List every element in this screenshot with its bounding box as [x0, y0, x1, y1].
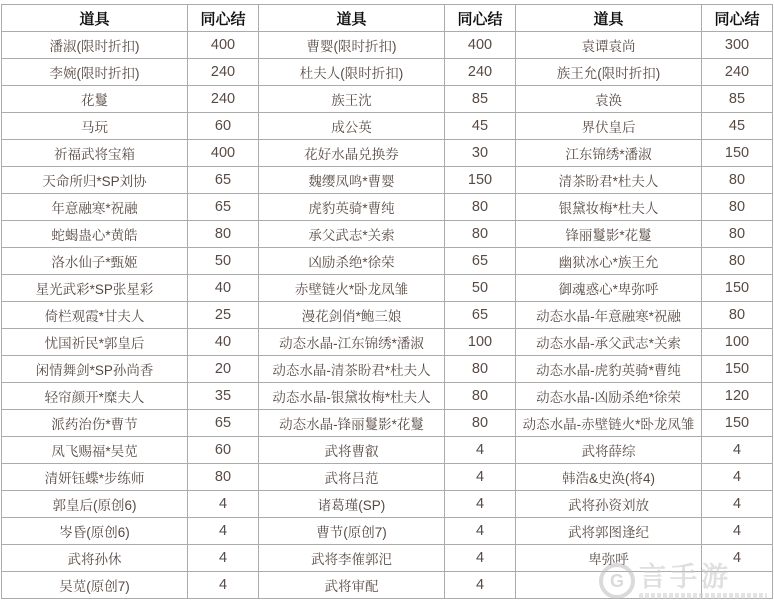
item-cell: 星光武彩*SP张星彩 — [2, 275, 188, 302]
table-row — [2, 32, 773, 59]
value-cell: 150 — [702, 410, 773, 437]
value-cell: 150 — [702, 275, 773, 302]
item-cell: 成公英 — [259, 113, 445, 140]
table-row — [2, 329, 773, 356]
value-cell: 240 — [188, 86, 259, 113]
value-cell: 45 — [702, 113, 773, 140]
value-cell: 80 — [702, 194, 773, 221]
value-cell: 35 — [188, 383, 259, 410]
item-cell: 轻帘颜开*糜夫人 — [2, 383, 188, 410]
value-cell: 40 — [188, 329, 259, 356]
value-cell: 4 — [188, 572, 259, 599]
item-cell: 武将李傕郭汜 — [259, 545, 445, 572]
item-cell: 动态水晶-年意融寒*祝融 — [516, 302, 702, 329]
value-cell: 300 — [702, 32, 773, 59]
item-cell — [516, 572, 702, 599]
table-row — [2, 545, 773, 572]
item-cell: 武将郭图逢纪 — [516, 518, 702, 545]
item-cell: 吴苋(原创7) — [2, 572, 188, 599]
item-cell: 武将吕范 — [259, 464, 445, 491]
value-cell: 4 — [445, 491, 516, 518]
item-cell: 武将孙资刘放 — [516, 491, 702, 518]
table-row — [2, 167, 773, 194]
item-cell: 杜夫人(限时折扣) — [259, 59, 445, 86]
value-cell: 4 — [188, 518, 259, 545]
value-cell: 45 — [445, 113, 516, 140]
table-row — [2, 302, 773, 329]
item-cell: 动态水晶-赤壁链火*卧龙凤雏 — [516, 410, 702, 437]
value-cell: 4 — [702, 464, 773, 491]
value-cell: 100 — [445, 329, 516, 356]
item-cell: 锋丽鬘影*花鬘 — [516, 221, 702, 248]
item-cell: 曹婴(限时折扣) — [259, 32, 445, 59]
item-cell: 虎豹英骑*曹纯 — [259, 194, 445, 221]
value-cell: 4 — [702, 545, 773, 572]
header-item-col-2: 道具 — [259, 5, 445, 32]
value-cell: 60 — [188, 437, 259, 464]
table-row — [2, 113, 773, 140]
value-cell: 150 — [445, 167, 516, 194]
value-cell: 80 — [445, 383, 516, 410]
table-row — [2, 572, 773, 599]
header-item-col-1: 道具 — [2, 5, 188, 32]
item-cell: 闲情舞剑*SP孙尚香 — [2, 356, 188, 383]
item-price-table-page — [1, 4, 773, 599]
value-cell: 80 — [702, 248, 773, 275]
value-cell: 25 — [188, 302, 259, 329]
item-cell: 派药治伤*曹节 — [2, 410, 188, 437]
value-cell: 80 — [445, 221, 516, 248]
value-cell: 4 — [445, 437, 516, 464]
value-cell: 150 — [702, 356, 773, 383]
item-cell: 马玩 — [2, 113, 188, 140]
item-cell: 族王允(限时折扣) — [516, 59, 702, 86]
table-row — [2, 248, 773, 275]
value-cell: 240 — [702, 59, 773, 86]
item-cell: 忧国祈民*郭皇后 — [2, 329, 188, 356]
value-cell: 80 — [702, 167, 773, 194]
table-row — [2, 383, 773, 410]
value-cell: 65 — [445, 302, 516, 329]
table-row — [2, 59, 773, 86]
item-cell: 洛水仙子*甄姬 — [2, 248, 188, 275]
table-row — [2, 437, 773, 464]
value-cell: 60 — [188, 113, 259, 140]
item-cell: 动态水晶-承父武志*关索 — [516, 329, 702, 356]
item-cell: 武将孙休 — [2, 545, 188, 572]
item-cell: 清茶盼君*杜夫人 — [516, 167, 702, 194]
value-cell: 400 — [188, 32, 259, 59]
value-cell — [702, 572, 773, 599]
item-cell: 年意融寒*祝融 — [2, 194, 188, 221]
item-cell: 漫花剑俏*鲍三娘 — [259, 302, 445, 329]
value-cell: 4 — [445, 464, 516, 491]
value-cell: 400 — [188, 140, 259, 167]
item-cell: 凶励杀绝*徐荣 — [259, 248, 445, 275]
item-cell: 银黛妆梅*杜夫人 — [516, 194, 702, 221]
table-row — [2, 410, 773, 437]
table-row — [2, 275, 773, 302]
table-body — [2, 32, 773, 599]
header-value-col-2: 同心结 — [445, 5, 516, 32]
value-cell: 100 — [702, 329, 773, 356]
value-cell: 4 — [702, 518, 773, 545]
item-cell: 武将审配 — [259, 572, 445, 599]
table-row — [2, 86, 773, 113]
value-cell: 4 — [188, 545, 259, 572]
item-cell: 天命所归*SP刘协 — [2, 167, 188, 194]
value-cell: 80 — [188, 221, 259, 248]
value-cell: 80 — [702, 302, 773, 329]
item-cell: 幽狱冰心*族王允 — [516, 248, 702, 275]
value-cell: 150 — [702, 140, 773, 167]
item-cell: 界伏皇后 — [516, 113, 702, 140]
value-cell: 4 — [445, 545, 516, 572]
value-cell: 400 — [445, 32, 516, 59]
item-cell: 袁涣 — [516, 86, 702, 113]
watermark-text: 言手游 — [639, 561, 732, 592]
item-cell: 动态水晶-锋丽鬘影*花鬘 — [259, 410, 445, 437]
item-cell: 动态水晶-凶励杀绝*徐荣 — [516, 383, 702, 410]
value-cell: 80 — [445, 356, 516, 383]
value-cell: 4 — [702, 491, 773, 518]
item-cell: 武将曹叡 — [259, 437, 445, 464]
item-cell: 岑昏(原创6) — [2, 518, 188, 545]
value-cell: 4 — [702, 437, 773, 464]
value-cell: 4 — [445, 572, 516, 599]
value-cell: 30 — [445, 140, 516, 167]
item-cell: 动态水晶-虎豹英骑*曹纯 — [516, 356, 702, 383]
item-cell: 袁谭袁尚 — [516, 32, 702, 59]
table-row — [2, 491, 773, 518]
value-cell: 4 — [188, 491, 259, 518]
item-cell: 潘淑(限时折扣) — [2, 32, 188, 59]
value-cell: 120 — [702, 383, 773, 410]
value-cell: 65 — [188, 410, 259, 437]
header-value-col-1: 同心结 — [188, 5, 259, 32]
value-cell: 85 — [702, 86, 773, 113]
value-cell: 85 — [445, 86, 516, 113]
value-cell: 20 — [188, 356, 259, 383]
table-row — [2, 356, 773, 383]
item-cell: 族王沈 — [259, 86, 445, 113]
value-cell: 65 — [188, 194, 259, 221]
item-cell: 动态水晶-银黛妆梅*杜夫人 — [259, 383, 445, 410]
item-cell: 诸葛瑾(SP) — [259, 491, 445, 518]
value-cell: 240 — [188, 59, 259, 86]
item-cell: 魏缨凤鸣*曹婴 — [259, 167, 445, 194]
value-cell: 80 — [445, 410, 516, 437]
item-cell: 祈福武将宝箱 — [2, 140, 188, 167]
header-row — [2, 5, 773, 32]
value-cell: 240 — [445, 59, 516, 86]
item-cell: 武将薛综 — [516, 437, 702, 464]
item-cell: 动态水晶-清茶盼君*杜夫人 — [259, 356, 445, 383]
value-cell: 80 — [188, 464, 259, 491]
table-row — [2, 194, 773, 221]
item-cell: 赤壁链火*卧龙凤雏 — [259, 275, 445, 302]
value-cell: 80 — [445, 194, 516, 221]
item-cell: 花鬘 — [2, 86, 188, 113]
value-cell: 40 — [188, 275, 259, 302]
item-cell: 卑弥呼 — [516, 545, 702, 572]
value-cell: 50 — [445, 275, 516, 302]
value-cell: 4 — [445, 518, 516, 545]
value-cell: 65 — [445, 248, 516, 275]
value-cell: 50 — [188, 248, 259, 275]
table-row — [2, 140, 773, 167]
table-row — [2, 221, 773, 248]
item-cell: 李婉(限时折扣) — [2, 59, 188, 86]
item-cell: 倚栏观霞*甘夫人 — [2, 302, 188, 329]
item-price-table — [1, 4, 773, 599]
table-row — [2, 464, 773, 491]
item-cell: 御魂惑心*卑弥呼 — [516, 275, 702, 302]
item-cell: 郭皇后(原创6) — [2, 491, 188, 518]
item-cell: 曹节(原创7) — [259, 518, 445, 545]
item-cell: 承父武志*关索 — [259, 221, 445, 248]
value-cell: 80 — [702, 221, 773, 248]
header-value-col-3: 同心结 — [702, 5, 773, 32]
item-cell: 花好水晶兑换券 — [259, 140, 445, 167]
item-cell: 江东锦绣*潘淑 — [516, 140, 702, 167]
watermark-logo-icon: G — [599, 563, 635, 599]
item-cell: 动态水晶-江东锦绣*潘淑 — [259, 329, 445, 356]
item-cell: 蛇蝎蛊心*黄皓 — [2, 221, 188, 248]
item-cell: 凤飞赐福*吴苋 — [2, 437, 188, 464]
table-row — [2, 518, 773, 545]
item-cell: 清妍钰蝶*步练师 — [2, 464, 188, 491]
item-cell: 韩浩&史涣(将4) — [516, 464, 702, 491]
header-item-col-3: 道具 — [516, 5, 702, 32]
value-cell: 65 — [188, 167, 259, 194]
